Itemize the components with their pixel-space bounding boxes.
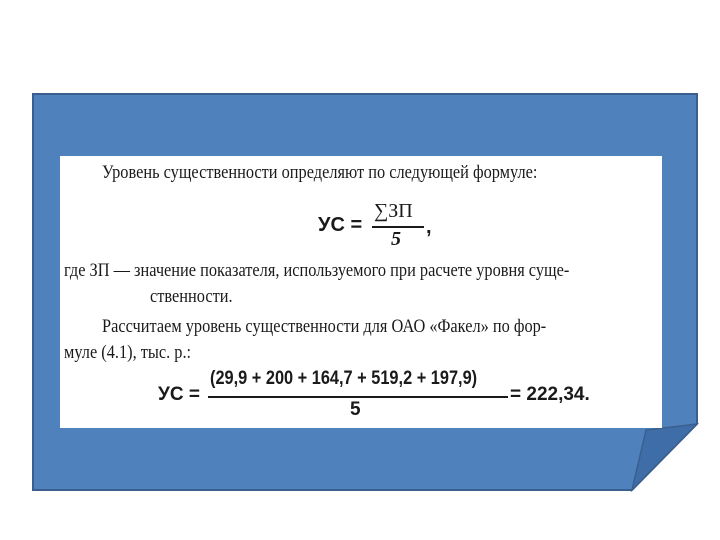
- formula-1-comma: ,: [426, 216, 432, 238]
- formula-2-denominator: 5: [350, 399, 361, 420]
- intro-text: Уровень существенности определяют по следующей формуле:: [102, 162, 538, 183]
- scanned-text-image: [60, 156, 662, 428]
- formula-1-lhs: УС =: [318, 214, 363, 236]
- formula-1: [318, 198, 448, 256]
- calc-line-2: муле (4.1), тыс. р.:: [64, 342, 192, 363]
- formula-2-result: = 222,34.: [510, 384, 590, 405]
- formula-1-denominator: 5: [391, 228, 401, 250]
- formula-2-numerator: (29,9 + 200 + 164,7 + 519,2 + 197,9): [210, 368, 478, 389]
- definition-line-2: ственности.: [150, 286, 233, 307]
- formula-1-numerator: ∑ЗП: [374, 200, 413, 222]
- formula-2-lhs: УС =: [158, 384, 200, 405]
- formula-2: [158, 368, 618, 426]
- definition-line-1: где ЗП — значение показателя, используемого при расчете уровня суще-: [64, 260, 570, 281]
- formula-2-fraction-bar: [208, 396, 508, 398]
- calc-line-1: Рассчитаем уровень существенности для ОАО «Факел» по фор-: [102, 316, 547, 337]
